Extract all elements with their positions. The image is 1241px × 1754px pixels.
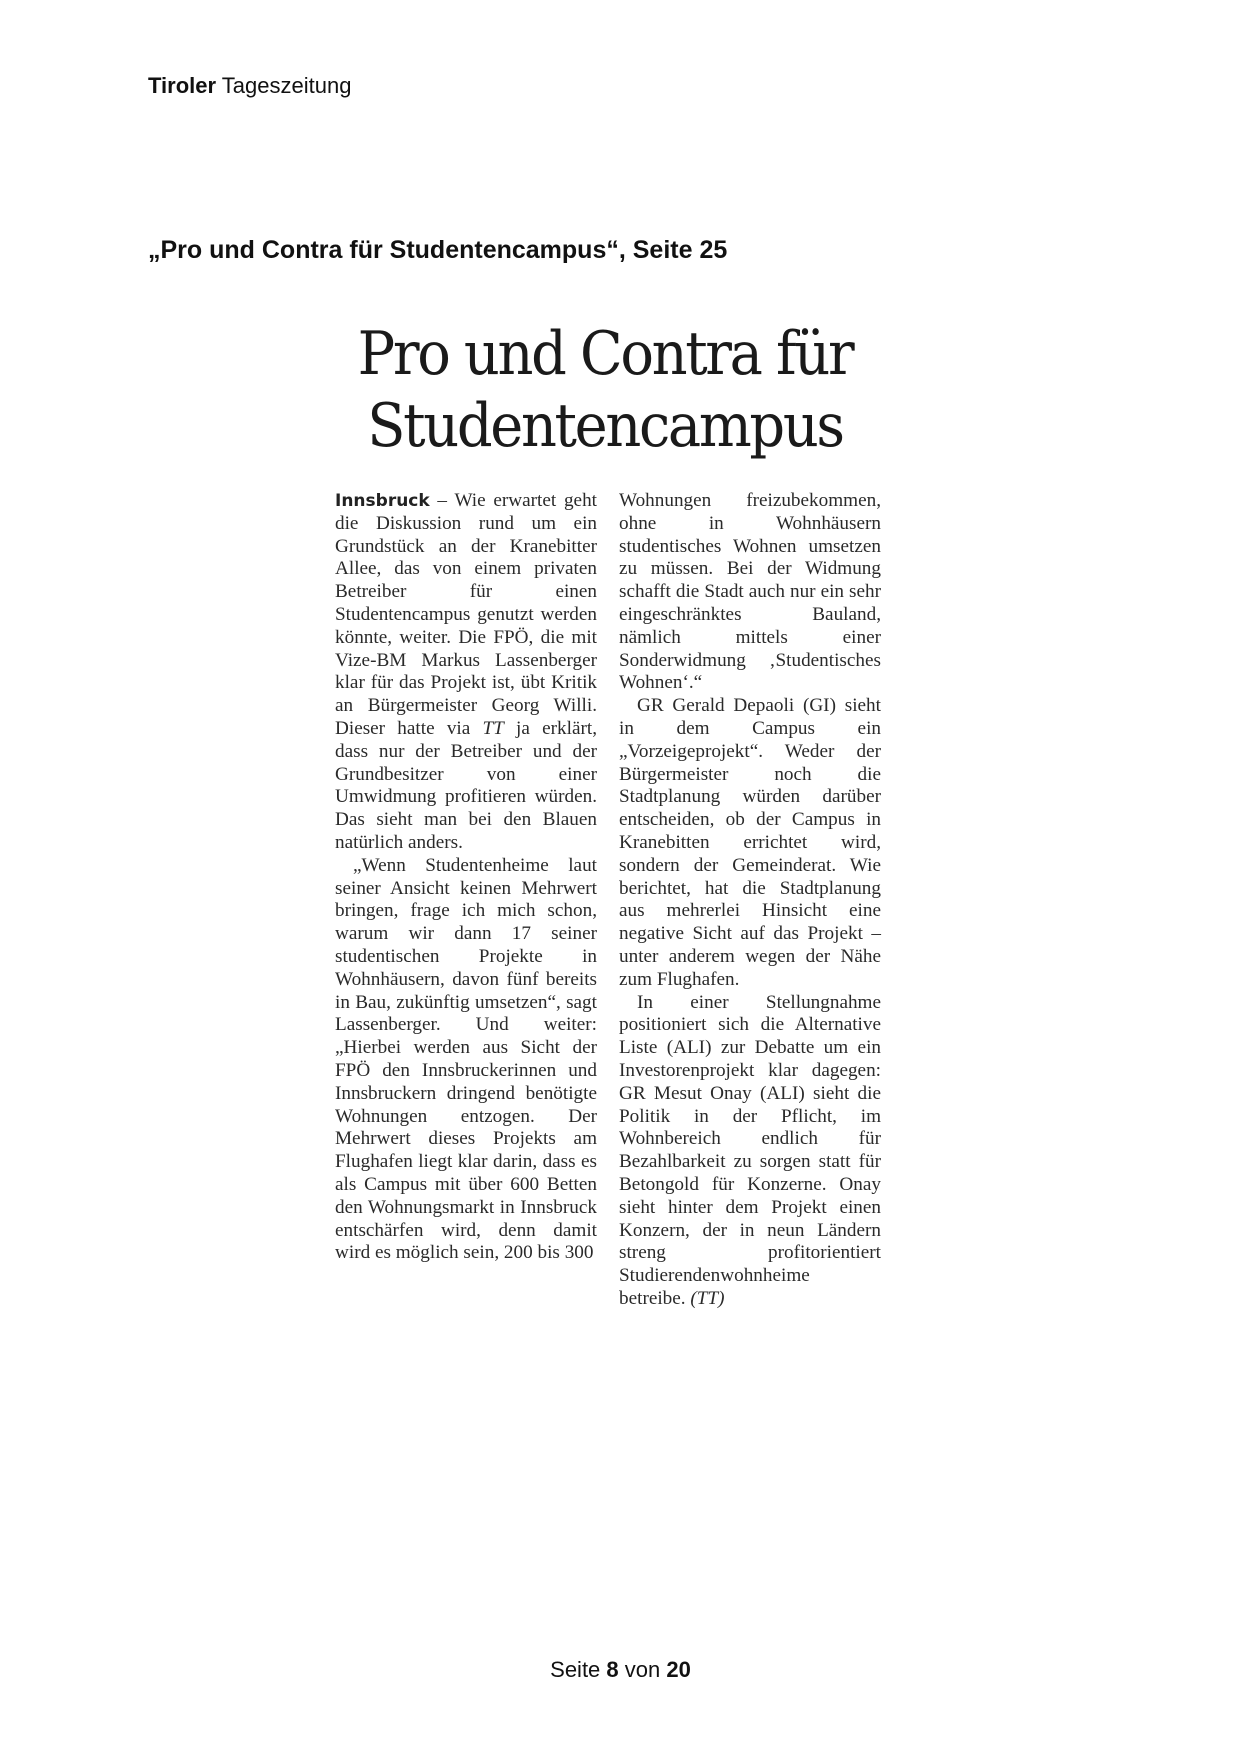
article-headline xyxy=(340,318,870,462)
headline-line-2: Studentencampus xyxy=(367,391,843,461)
current-page: 8 xyxy=(606,1657,619,1682)
page-number xyxy=(0,1657,1241,1683)
article-body xyxy=(335,490,881,1311)
publication-masthead xyxy=(148,73,351,99)
paragraph-text: In einer Stellungnahme positioniert sich die Alternative Liste (ALI) zur Debatte um ein Investorenprojekt klar dagegen: GR Mesut Onay (ALI) sieht die Politik in der Pflicht, im Wohnbereich endlich für Bezahlbarkeit zu sorgen statt für Betongold für Konzerne. Onay sieht hinter dem Projekt einen Konzern, der in neun Ländern streng profitorientiert Studierendenwohnheime betreibe. xyxy=(619,991,881,1309)
paragraph xyxy=(619,992,881,1311)
article-column-2 xyxy=(619,490,881,1311)
reference-title: „Pro und Contra für Studentencampus“, Seite 25 xyxy=(148,236,728,264)
paragraph xyxy=(335,490,597,855)
paper-abbreviation: TT xyxy=(482,717,504,739)
dateline-dash: – xyxy=(429,490,455,511)
total-pages: 20 xyxy=(666,1657,691,1682)
paragraph-text: ja erklärt, dass nur der Betreiber und der Grundbesitzer von einer Umwidmung profitieren würden. Das sieht man bei den Blauen natürlich anders. xyxy=(335,717,597,853)
article-clipping xyxy=(320,318,890,1348)
paragraph: „Wenn Studentenheime laut seiner Ansicht keinen Mehrwert bringen, frage ich mich schon, warum wir dann 17 seiner studentischen Projekte in Wohnhäusern, davon fünf bereits in Bau, zukünftig umsetzen“, sagt Lassenberger. Und weiter: „Hierbei werden aus Sicht der FPÖ den Innsbruckerinnen und Innsbruckern dringend benötigte Wohnungen entzogen. Der Mehrwert dieses Projekts am Flughafen liegt klar darin, dass es als Campus mit über 600 Betten den Wohnungsmarkt in Innsbruck entschärfen wird, denn damit wird es möglich sein, 200 bis 300 xyxy=(335,854,597,1264)
page-prefix: Seite xyxy=(550,1657,607,1682)
paragraph-text: Wie erwartet geht die Diskussion rund um ein Grundstück an der Kranebitter Allee, das von einem privaten Betreiber für einen Studentencampus genutzt werden könnte, weiter. Die FPÖ, die mit Vize-BM Markus Lassenberger klar für das Projekt ist, übt Kritik an Bürgermeister Georg Willi. Dieser hatte via xyxy=(335,490,597,739)
page-middle: von xyxy=(618,1657,667,1682)
paragraph: GR Gerald Depaoli (GI) sieht in dem Campus ein „Vorzeigeprojekt“. Weder der Bürgermeister noch die Stadtplanung würden darüber entscheiden, ob der Campus in Kranebitten errichtet wird, sondern der Gemeinderat. Wie berichtet, hat die Stadtplanung aus mehrerlei Hinsicht eine negative Sicht auf das Projekt – unter anderem wegen der Nähe zum Flughafen. xyxy=(619,695,881,990)
article-column-1 xyxy=(335,490,597,1311)
masthead-regular: Tageszeitung xyxy=(221,73,352,98)
dateline: Innsbruck xyxy=(335,491,430,511)
paragraph: Wohnungen freizubekommen, ohne in Wohnhäusern studentisches Wohnen umsetzen zu müssen. Bei der Widmung schafft die Stadt auch nur ein sehr eingeschränktes Bauland, nämlich mittels einer Sonderwidmung ‚Studentisches Wohnen‘.“ xyxy=(619,490,881,694)
masthead-bold: Tiroler xyxy=(148,73,217,98)
headline-line-1: Pro und Contra für xyxy=(357,319,853,389)
author-credit: (TT) xyxy=(690,1287,725,1309)
